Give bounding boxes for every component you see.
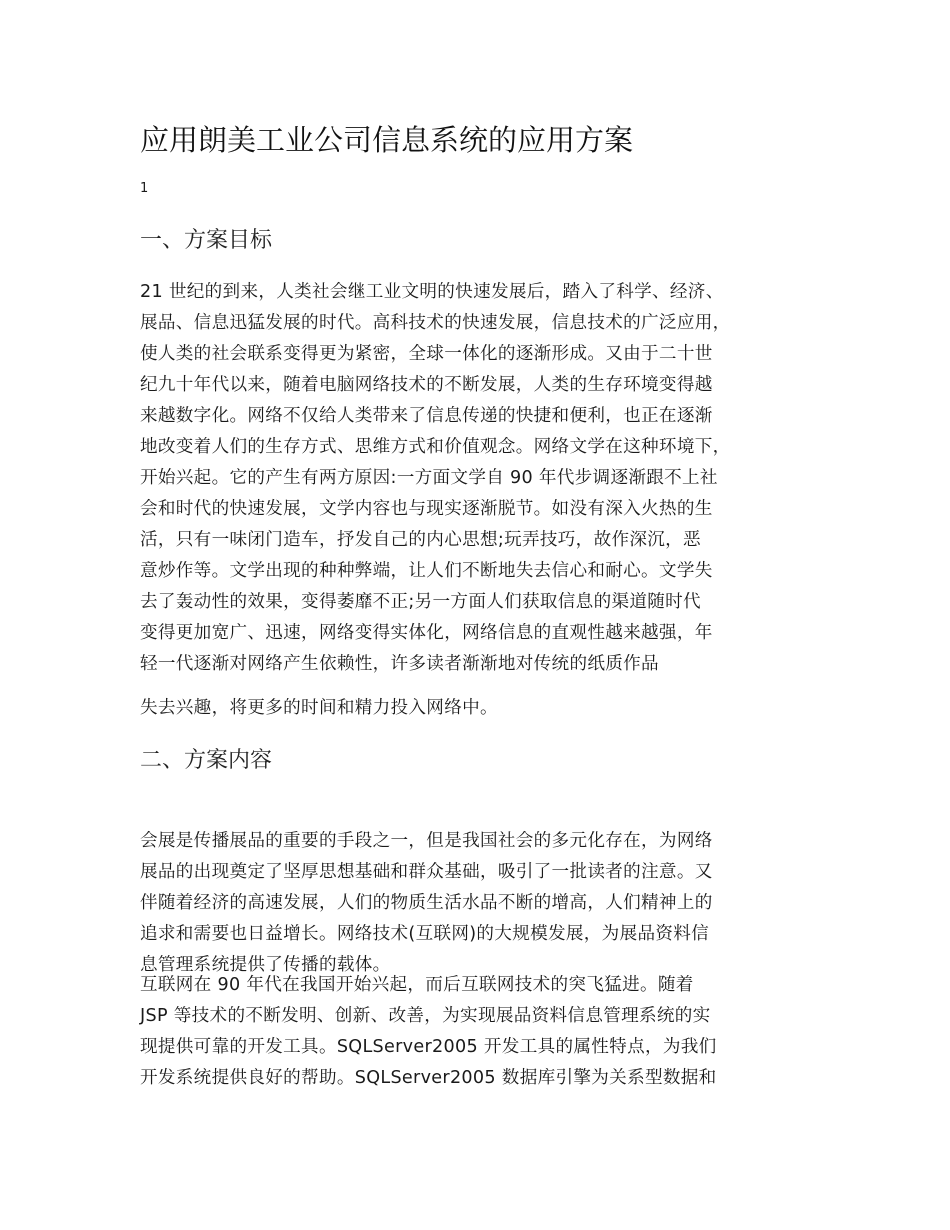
text-line: 21 世纪的到来，人类社会继工业文明的快速发展后，踏入了科学、经济、 [140, 282, 724, 302]
text-line: 伴随着经济的高速发展，人们的物质生活水品不断的增高，人们精神上的 [140, 893, 713, 913]
text-line: 意炒作等。文学出现的种种弊端，让人们不断地失去信心和耐心。文学失 [140, 561, 713, 581]
text-line: 轻一代逐渐对网络产生依赖性，许多读者渐渐地对传统的纸质作品 [140, 654, 659, 674]
text-line: 变得更加宽广、迅速，网络变得实体化，网络信息的直观性越来越强，年 [140, 623, 713, 643]
text-line: 活，只有一味闭门造车，抒发自己的内心思想;玩弄技巧，故作深沉，恶 [140, 530, 701, 550]
text-line: 展品的出现奠定了坚厚思想基础和群众基础，吸引了一批读者的注意。又 [140, 862, 713, 882]
text-line: 纪九十年代以来，随着电脑网络技术的不断发展，人类的生存环境变得越 [140, 375, 713, 395]
text-line: 开始兴起。它的产生有两方原因:一方面文学自 90 年代步调逐渐跟不上社 [140, 468, 718, 488]
paragraph-content-2 [140, 970, 830, 1094]
section-heading-content: 二、方案内容 [140, 748, 273, 773]
text-line: 去了轰动性的效果，变得萎靡不正;另一方面人们获取信息的渠道随时代 [140, 592, 701, 612]
text-line: 展品、信息迅猛发展的时代。高科技术的快速发展，信息技术的广泛应用， [140, 313, 731, 333]
paragraph-content-1 [140, 826, 830, 981]
text-line: 地改变着人们的生存方式、思维方式和价值观念。网络文学在这种环境下， [140, 437, 731, 457]
text-line: 会展是传播展品的重要的手段之一，但是我国社会的多元化存在，为网络 [140, 831, 713, 851]
text-line: 互联网在 90 年代在我国开始兴起，而后互联网技术的突飞猛进。随着 [140, 975, 694, 995]
text-line: 使人类的社会联系变得更为紧密，全球一体化的逐渐形成。又由于二十世 [140, 344, 713, 364]
section-heading-goals: 一、方案目标 [140, 228, 273, 253]
text-line: 追求和需要也日益增长。网络技术(互联网)的大规模发展，为展品资料信 [140, 924, 710, 944]
page-number: 1 [140, 181, 149, 196]
text-line: 开发系统提供良好的帮助。SQLServer2005 数据库引擎为关系型数据和 [140, 1068, 717, 1088]
text-line: 失去兴趣，将更多的时间和精力投入网络中。 [140, 698, 498, 718]
document-title: 应用朗美工业公司信息系统的应用方案 [140, 123, 634, 157]
text-line: 会和时代的快速发展，文学内容也与现实逐渐脱节。如没有深入火热的生 [140, 499, 713, 519]
text-line: 息管理系统提供了传播的载体。 [140, 955, 391, 975]
paragraph-goals-2 [140, 693, 830, 724]
text-line: 来越数字化。网络不仅给人类带来了信息传递的快捷和便利，也正在逐渐 [140, 406, 713, 426]
text-line: 现提供可靠的开发工具。SQLServer2005 开发工具的属性特点，为我们 [140, 1037, 717, 1057]
paragraph-goals-1 [140, 277, 830, 680]
text-line: JSP 等技术的不断发明、创新、改善，为实现展品资料信息管理系统的实 [140, 1006, 711, 1026]
